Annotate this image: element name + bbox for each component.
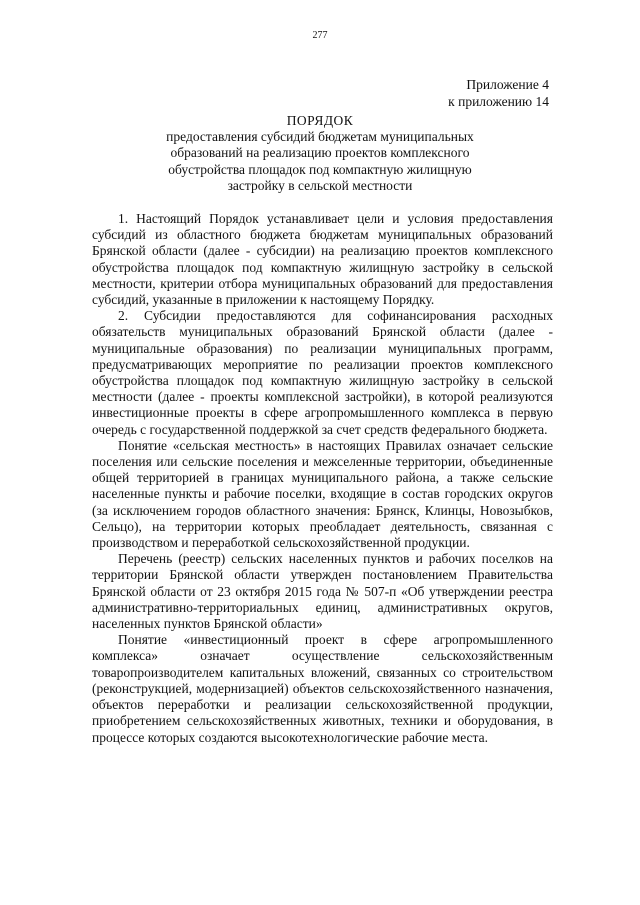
paragraph-1: 1. Настоящий Порядок устанавливает цели и условия предоставления субсидий из областного бюджета бюджетам муниципальных образований Брянской области (далее - субсидии) на реализацию проектов комплексного обустройства площадок под компактную жилищную застройку в сельской местности, критерии отбора муниципальных образований для предоставления субсидий, указанные в приложении к настоящему Порядку.	[92, 211, 553, 308]
paragraph-2: 2. Субсидии предоставляются для софинансирования расходных обязательств муниципальных образований Брянской области (далее - муниципальные образования) по реализации муниципальных программ, предусматривающих мероприятие по реализации проектов комплексного обустройства площадок под компактную жилищную застройку в сельской местности (далее - проекты комплексной застройки), в которой реализуются инвестиционные проекты в сфере агропромышленного комплекса в первую очередь с государственной поддержкой за счет средств федерального бюджета.	[92, 308, 553, 437]
paragraph-investment-project: Понятие «инвестиционный проект в сфере агропромышленного комплекса» означает осуществление сельскохозяйственным товаропроизводителем капитальных вложений, связанных со строительством (реконструкцией, модернизацией) объектов сельскохозяйственного назначения, объектов переработки и реализации сельскохозяйственной продукции, приобретением сельскохозяйственных животных, техники и оборудования, в процессе которых создаются высокотехнологические рабочие места.	[92, 632, 553, 745]
page-number: 277	[312, 30, 328, 41]
appendix-line-1: Приложение 4	[466, 77, 549, 92]
appendix-line-2: к приложению 14	[448, 93, 549, 109]
appendix-reference	[448, 77, 549, 110]
document-title: ПОРЯДОК	[286, 113, 354, 128]
document-subtitle: предоставления субсидий бюджетам муниципальных образований на реализацию проектов комплексного обустройства площадок под компактную жилищную застройку в сельской местности	[166, 129, 474, 193]
paragraph-rural-area: Понятие «сельская местность» в настоящих Правилах означает сельские поселения или сельские поселения и межселенные территории, объединенные общей территорией в границах муниципального района, а также сельские населенные пункты и рабочие поселки, входящие в состав городских округов (за исключением городов областного значения: Брянск, Клинцы, Новозыбков, Сельцо), на территории которых преобладает деятельность, связанная с производством и переработкой сельскохозяйственной продукции.	[92, 437, 553, 551]
document-body	[92, 211, 553, 746]
paragraph-registry: Перечень (реестр) сельских населенных пунктов и рабочих поселков на территории Брянской области утвержден постановлением Правительства Брянской области от 23 октября 2015 года № 507-п «Об утверждении реестра административно-территориальных единиц, административных округов, населенных пунктов Брянской области»	[92, 551, 553, 632]
